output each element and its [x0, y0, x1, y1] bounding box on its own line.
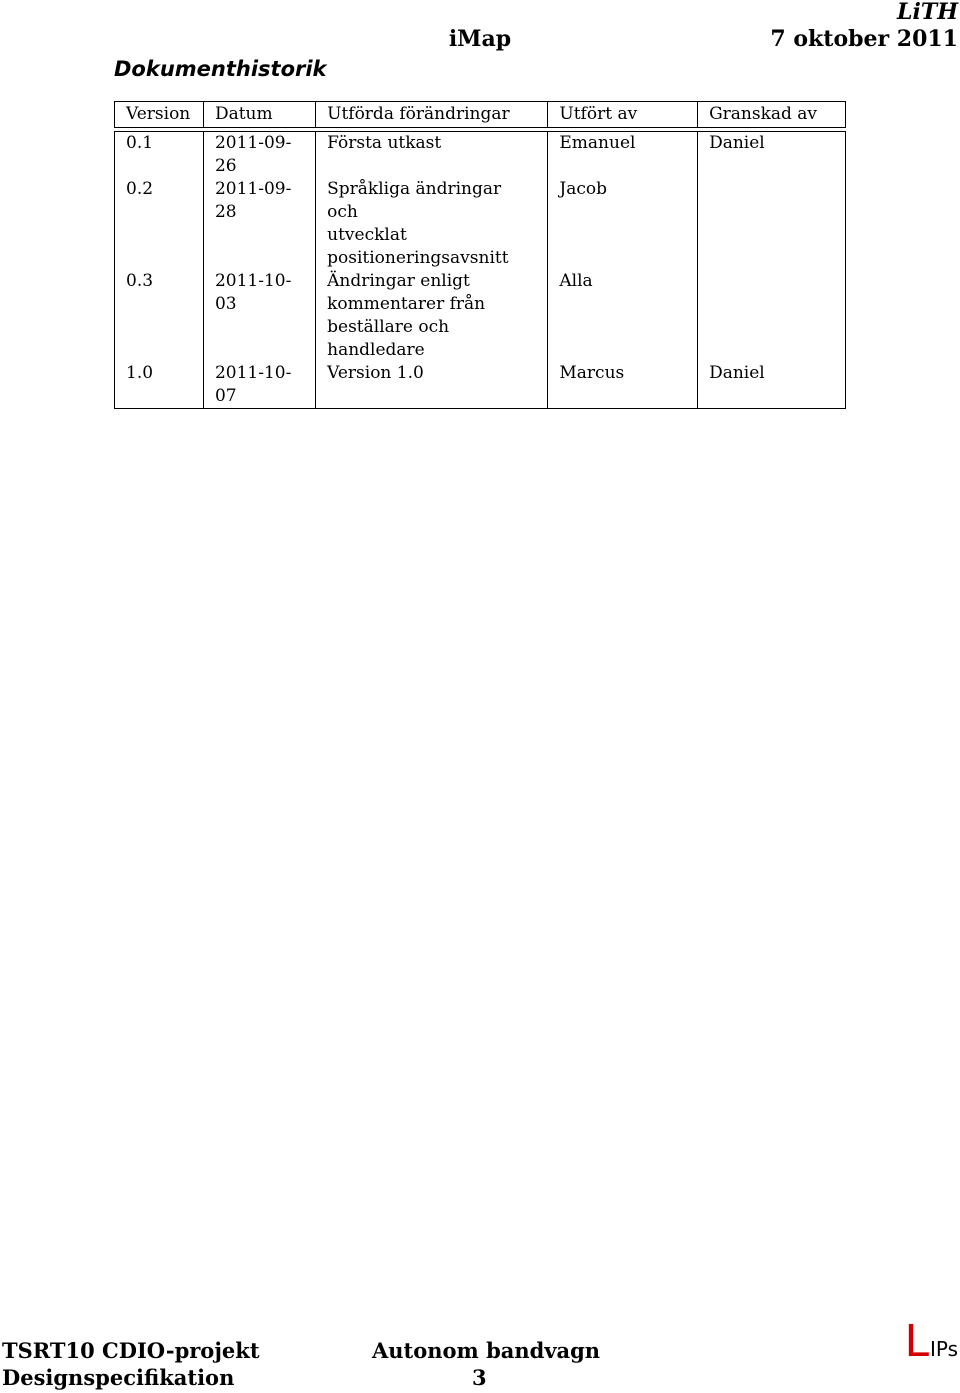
cell-changes-line: kommentarer från: [327, 294, 486, 314]
cell-performed-by: Jacob: [548, 178, 698, 270]
cell-changes-line: Version 1.0: [327, 363, 424, 383]
cell-changes-line: Ändringar enligt: [327, 271, 470, 291]
document-history-table: [114, 101, 846, 409]
footer-project-name: Autonom bandvagn: [372, 1338, 601, 1363]
cell-date: 2011-09-28: [203, 178, 315, 270]
cell-changes-line: utvecklat: [327, 225, 407, 245]
cell-changes: [316, 270, 548, 362]
lips-logo-initial: L: [904, 1316, 929, 1367]
cell-performed-by: Emanuel: [548, 132, 698, 179]
cell-changes: [316, 362, 548, 409]
cell-version: 0.1: [115, 132, 204, 179]
cell-changes: [316, 178, 548, 270]
cell-changes-line: positioneringsavsnitt: [327, 248, 509, 268]
cell-version: 0.3: [115, 270, 204, 362]
column-header-reviewed-by: Granskad av: [698, 102, 846, 128]
header-project: iMap: [448, 26, 512, 52]
cell-date: 2011-10-03: [203, 270, 315, 362]
cell-reviewed-by: Daniel: [698, 132, 846, 179]
header-institution: LiTH: [897, 0, 958, 25]
table-row: [115, 132, 846, 179]
cell-reviewed-by: Daniel: [698, 362, 846, 409]
cell-version: 0.2: [115, 178, 204, 270]
cell-changes-line: beställare och handledare: [327, 317, 450, 360]
table-row: [115, 362, 846, 409]
cell-changes: [316, 132, 548, 179]
cell-reviewed-by: [698, 178, 846, 270]
lips-logo: [904, 1316, 958, 1367]
cell-changes-line: Första utkast: [327, 133, 442, 153]
cell-reviewed-by: [698, 270, 846, 362]
table-header-row: [115, 102, 846, 128]
table-row: [115, 270, 846, 362]
cell-date: 2011-10-07: [203, 362, 315, 409]
column-header-performed-by: Utfört av: [548, 102, 698, 128]
page-number: 3: [472, 1365, 487, 1390]
cell-performed-by: Alla: [548, 270, 698, 362]
column-header-changes: Utförda förändringar: [316, 102, 548, 128]
header-date: 7 oktober 2011: [770, 26, 958, 52]
footer-document: Designspecifikation: [2, 1365, 235, 1390]
cell-date: 2011-09-26: [203, 132, 315, 179]
footer-course: TSRT10 CDIO-projekt: [2, 1338, 260, 1363]
cell-changes-line: Språkliga ändringar och: [327, 179, 502, 222]
table-row: [115, 178, 846, 270]
column-header-version: Version: [115, 102, 204, 128]
column-header-date: Datum: [203, 102, 315, 128]
cell-version: 1.0: [115, 362, 204, 409]
section-title: Dokumenthistorik: [114, 57, 327, 81]
lips-logo-rest: IPs: [929, 1337, 958, 1361]
cell-performed-by: Marcus: [548, 362, 698, 409]
